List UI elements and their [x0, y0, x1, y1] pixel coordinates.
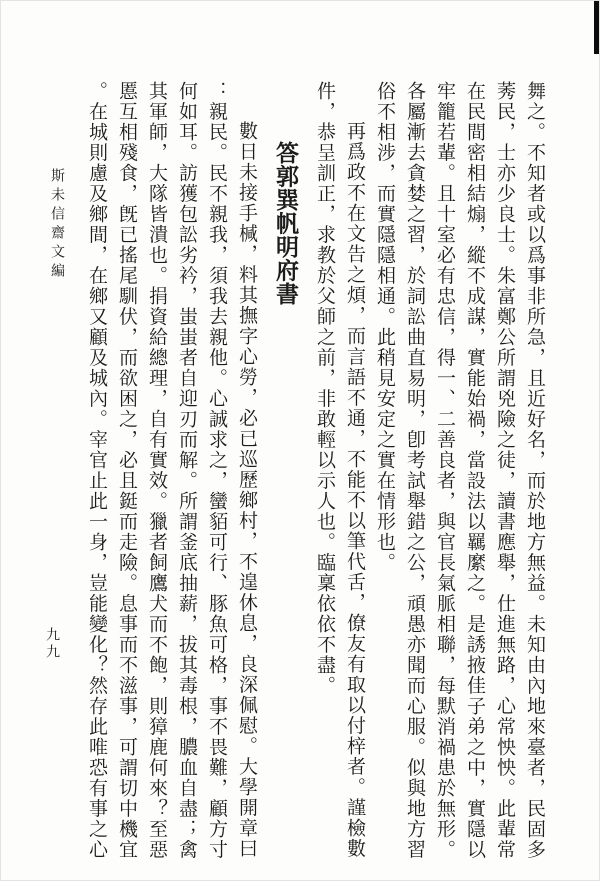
- text-column: ：親民。民不親我，須我去親他。心誠求之，蠻貊可行、豚魚可格，事不畏難，顧方寸: [206, 81, 227, 860]
- text-column: 何如耳。訪獲包訟劣衿，蚩蚩者自迎刃而解。所謂釜底抽薪，拔其毒根，膿血自盡；禽: [176, 81, 197, 860]
- text-column: 舞之。不知者或以爲事非所急，且近好名，而於地方無益。未知由內地來臺者，民固多: [524, 81, 545, 860]
- text-column: 慝互相殘食，旣已搖尾馴伏，而欲困之，必且鋌而走險。息事而不滋事，可謂切中機宜: [116, 81, 137, 860]
- text-column: 各屬漸去貪婪之習，於詞訟曲直易明，卽考試舉錯之公，頑愚亦聞而心服。似與地方習: [404, 81, 425, 860]
- text-column: 數日未接手椷，料其撫字心勞，必已巡歷鄉村，不遑休息，良深佩慰。大學開章曰: [236, 121, 257, 859]
- text-column: 件，恭呈訓正，求教於父師之前，非敢輕以示人也。臨稟依依不盡。: [314, 81, 335, 696]
- scan-edge-artifact: [594, 1, 599, 54]
- text-column: 。在城則慮及鄉間，在鄉又顧及城內。宰官止此一身，豈能變化？然存此唯恐有事之心: [86, 81, 107, 860]
- section-title: 答郭巽帆明府書: [273, 141, 298, 306]
- text-column: 牢籠若輩。且十室必有忠信，得一、二善良者，與官長氣脈相聯，每默消禍患於無形。: [434, 81, 455, 860]
- page-number: 九九: [44, 627, 59, 661]
- text-column: 俗不相涉，而實隱隱相通。此稍見安定之實在情形也。: [374, 81, 395, 573]
- text-column: 其軍師，大隊皆潰也。捐資給總理，自有實效。獵者飼鷹犬而不飽，則獐鹿何來？至惡: [146, 81, 167, 860]
- text-column: 在民間密相結煽，縱不成謀，實能始禍，當設法以羈縻之。是誘掖佳子弟之中，實隱以: [464, 81, 485, 860]
- text-column: 莠民，士亦少良士。朱富鄭公所謂兇險之徒，讀書應舉，仕進無路，心常怏怏。此輩常: [494, 81, 515, 860]
- text-column: 再爲政不在文告之煩，而言語不通，不能不以筆代舌，僚友有取以付梓者。謹檢數: [344, 121, 365, 859]
- text-area: [77, 81, 549, 860]
- book-title: 斯未信齋文編: [49, 168, 64, 282]
